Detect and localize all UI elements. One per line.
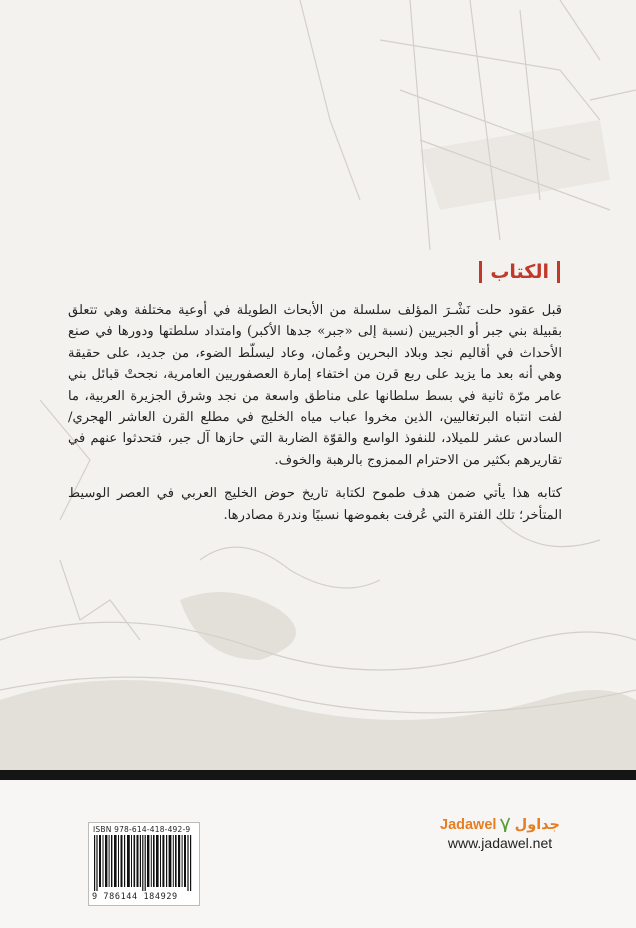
barcode-label [88,822,200,906]
section-heading [479,261,560,283]
book-description [68,300,562,538]
barcode-icon [94,835,194,891]
leaf-logo-icon [499,816,511,834]
cover-footer [0,780,636,928]
paragraph-2: كتابه هذا يأتي ضمن هدف طموح لكتابة تاريخ حوض الخليج العربي في العصر الوسيط المتأخر؛ تلك الفترة التي عُرفت بغموضها نسبيًا وندرة مصادرها. [68,486,562,523]
section-title: الكتاب [490,261,549,283]
heading-bar-left [479,261,482,283]
publisher-website: www.jadawel.net [447,835,553,851]
divider-band [0,770,636,780]
isbn-text: ISBN 978-614-418-492-9 [93,825,191,834]
heading-bar-right [557,261,560,283]
publisher-block [440,816,560,851]
publisher-name-en: Jadawel [440,817,497,833]
ean-digits: 9 786144 184929 [92,892,178,902]
paragraph-1: قبل عقود حلت نَشْـرَ المؤلف سلسلة من الأبحاث الطويلة في أوعية مختلفة وهي تتعلق بقبيلة بني جبر أو الجبريين (نسبة إلى «جبر» جدها الأكبر) وامتداد سلطتها ودورها في صنع الأحداث في أقاليم نجد وبلاد البحرين وعُمان، وعاد ليسلّط الضوء، من جديد، على حقيقة وهي أنه بعد ما يزيد على ربع قرن من اختفاء إمارة العصفوريين العامرية، نجحتْ قبائل بني عامر مرّة ثانية في بسط سلطانها على مناطق واسعة من نجد وشرق الجزيرة العربية، ما لفت انتباه البرتغاليين، الذين مخروا عباب مياه الخليج في مطلع القرن العاشر الهجري/السادس عشر للميلاد، للنفوذ الواسع والقوّة الضاربة التي حازها آل جبر، فتحدثوا عنهم في تقاريرهم بكثير من الاحترام الممزوج بالرهبة والخوف. [68,303,562,468]
publisher-logo [440,816,560,834]
publisher-name-ar: جداول [514,817,560,833]
